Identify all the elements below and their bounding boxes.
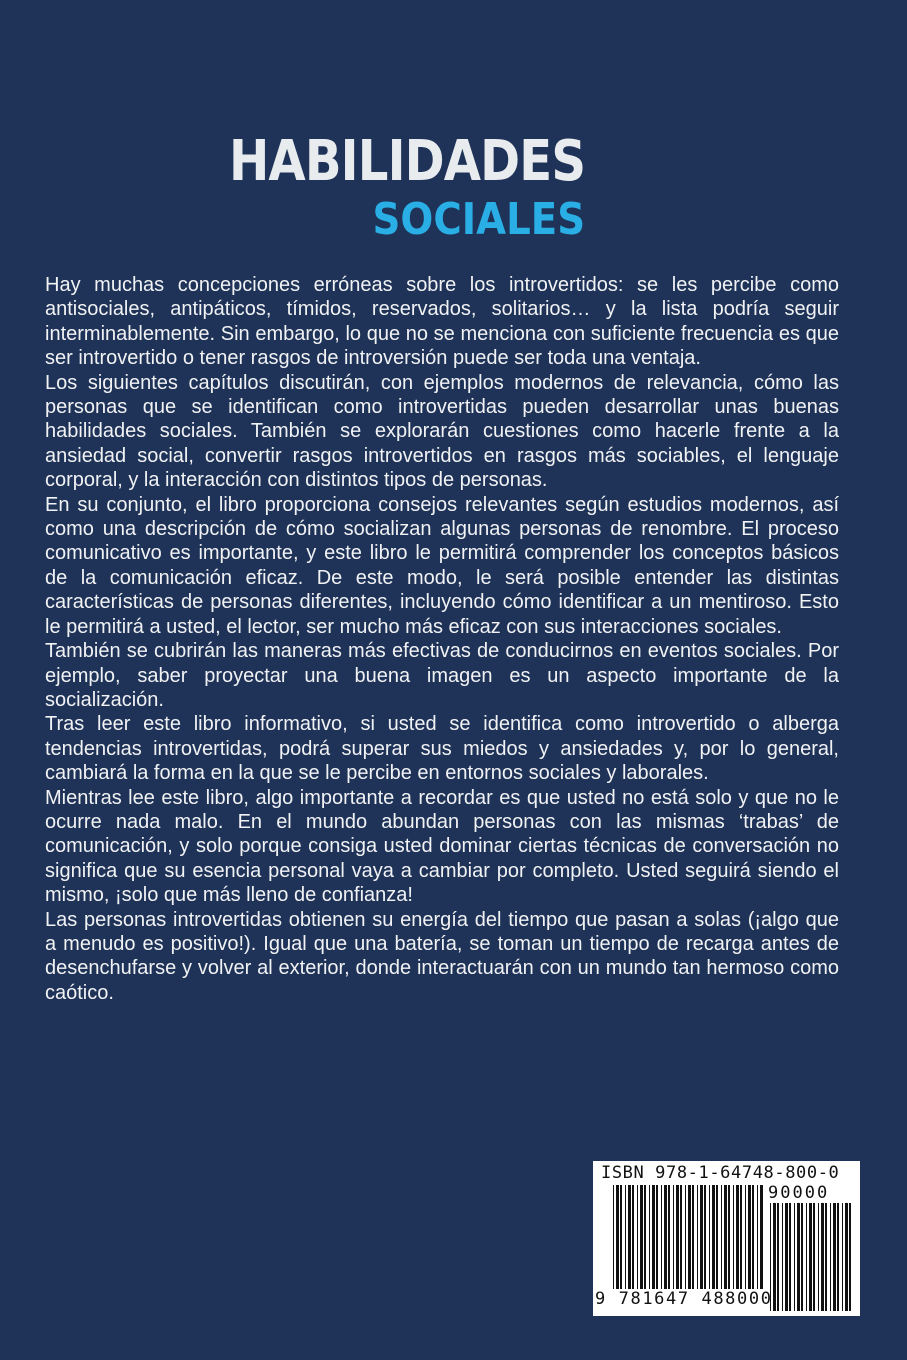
blurb-paragraph-4: También se cubrirán las maneras más efectivas de conducirnos en eventos sociales. Por ejemplo, saber proyectar una buena imagen es un aspecto importante de la socialización. <box>45 640 839 711</box>
barcode-bar <box>652 1185 655 1289</box>
barcode-bar <box>748 1185 751 1289</box>
barcode-bar <box>830 1203 831 1311</box>
blurb-paragraph-7: Las personas introvertidas obtienen su energía del tiempo que pasan a solas (¡algo que a menudo es positivo!). Igual que una batería, se toman un tiempo de recarga antes de desenchufarse y volver al exterior, donde interactuarán con un mundo tan hermoso como caótico. <box>45 908 839 1004</box>
blurb-paragraph-6: Mientras lee este libro, algo importante a recordar es que usted no está solo y que no le ocurre nada malo. En el mundo abundan personas con las mismas ‘trabas’ de comunicación, y solo porque consiga usted dominar ciertas técnicas de conversación no significa que su esencia personal vaya a cambiar por completo. Usted seguirá siendo el mismo, ¡solo que más lleno de confianza! <box>45 786 839 907</box>
barcode-bar <box>813 1203 815 1311</box>
blurb-paragraph-5: Tras leer este libro informativo, si usted se identifica como introvertido o alberga tendencias introvertidas, podrá superar sus miedos y ansiedades y, por lo general, cambiará la forma en la que se le percibe en entornos sociales y laborales. <box>45 713 839 785</box>
isbn-barcode <box>593 1161 860 1316</box>
barcode-bar <box>842 1203 843 1311</box>
barcode-bar <box>632 1185 634 1289</box>
barcode-bar <box>806 1203 807 1311</box>
barcode-bar <box>680 1185 682 1289</box>
blurb-paragraph-3: En su conjunto, el libro proporciona consejos relevantes según estudios modernos, así como una descripción de cómo socializan algunas personas de renombre. El proceso comunicativo es importante, y este libro le permitirá comprender los conceptos básicos de la comunicación eficaz. De este modo, le será posible entender las distintas características de personas diferentes, incluyendo cómo identificar a un mentiroso. Esto le permitirá a usted, el lector, ser mucho más eficaz con sus interacciones sociales. <box>45 493 839 638</box>
barcode-bar <box>833 1203 836 1311</box>
blurb-paragraph-2: Los siguientes capítulos discutirán, con ejemplos modernos de relevancia, cómo las personas que se identifican como introvertidas pueden desarrollar unas buenas habilidades sociales. También se explorarán cuestiones como hacerle frente a la ansiedad social, convertir rasgos introvertidos en rasgos más sociables, el lenguaje corporal, y la interacción con distintos tipos de personas. <box>45 371 839 492</box>
barcode-bar <box>704 1185 706 1289</box>
barcode-bar <box>697 1185 698 1289</box>
barcode-bar <box>724 1185 727 1289</box>
barcode-bar <box>661 1185 662 1289</box>
ean-number: 9 781647 488000 <box>595 1289 773 1309</box>
barcode-bar <box>721 1185 722 1289</box>
isbn-label: ISBN 978-1-64748-800-0 <box>601 1163 840 1183</box>
barcode-bar <box>644 1185 646 1289</box>
book-title <box>171 130 585 246</box>
barcode-bar <box>740 1185 742 1289</box>
barcode-bar <box>733 1185 734 1289</box>
barcode-bar <box>649 1185 650 1289</box>
barcode-bar <box>797 1203 800 1311</box>
price-code: 90000 <box>768 1183 830 1203</box>
barcode-bar <box>794 1203 795 1311</box>
barcode-bar <box>845 1203 848 1311</box>
barcode-bar <box>801 1203 803 1311</box>
barcode-bar <box>668 1185 670 1289</box>
barcode-bar <box>821 1203 824 1311</box>
barcode-bar <box>673 1185 674 1289</box>
barcode-bar <box>728 1185 730 1289</box>
barcode-bar <box>656 1185 658 1289</box>
barcode-bar <box>700 1185 703 1289</box>
barcode-bar <box>616 1185 619 1289</box>
barcode-bar <box>716 1185 718 1289</box>
barcode-bar <box>628 1185 631 1289</box>
barcode-bar <box>685 1185 686 1289</box>
barcode-bar <box>782 1203 783 1311</box>
title-sub: SOCIALES <box>372 194 585 245</box>
barcode-bar <box>620 1185 622 1289</box>
barcode-bar <box>664 1185 667 1289</box>
barcode-bar <box>773 1203 776 1311</box>
barcode-bar <box>760 1185 763 1289</box>
barcode-bar <box>837 1203 839 1311</box>
barcode-bar <box>692 1185 694 1289</box>
barcode-bar <box>712 1185 715 1289</box>
barcode-bar <box>745 1185 746 1289</box>
barcode-bar <box>849 1203 851 1311</box>
blurb-paragraph-1: Hay muchas concepciones erróneas sobre los introvertidos: se les percibe como antisociales, antipáticos, tímidos, reservados, solitarios… y la lista podría seguir interminablemente. Sin embargo, lo que no se menciona con suficiente frecuencia es que ser introvertido o tener rasgos de introversión puede ser toda una ventaja. <box>45 274 839 370</box>
barcode-bar <box>736 1185 739 1289</box>
barcode-bar <box>825 1203 827 1311</box>
barcode-bar <box>757 1185 758 1289</box>
barcode-bar <box>789 1203 791 1311</box>
barcode-bar <box>752 1185 754 1289</box>
barcode-bar <box>676 1185 679 1289</box>
blurb-text <box>45 273 839 1005</box>
barcode-bar <box>688 1185 691 1289</box>
barcode-bar <box>818 1203 819 1311</box>
barcode-bar <box>809 1203 812 1311</box>
barcode-bar <box>640 1185 643 1289</box>
barcode-bar <box>637 1185 638 1289</box>
barcode-bar <box>785 1203 788 1311</box>
title-main: HABILIDADES <box>228 129 585 194</box>
barcode-bar <box>709 1185 710 1289</box>
barcode-bar <box>777 1203 779 1311</box>
barcode-bar <box>613 1185 614 1289</box>
barcode-bar <box>625 1185 626 1289</box>
